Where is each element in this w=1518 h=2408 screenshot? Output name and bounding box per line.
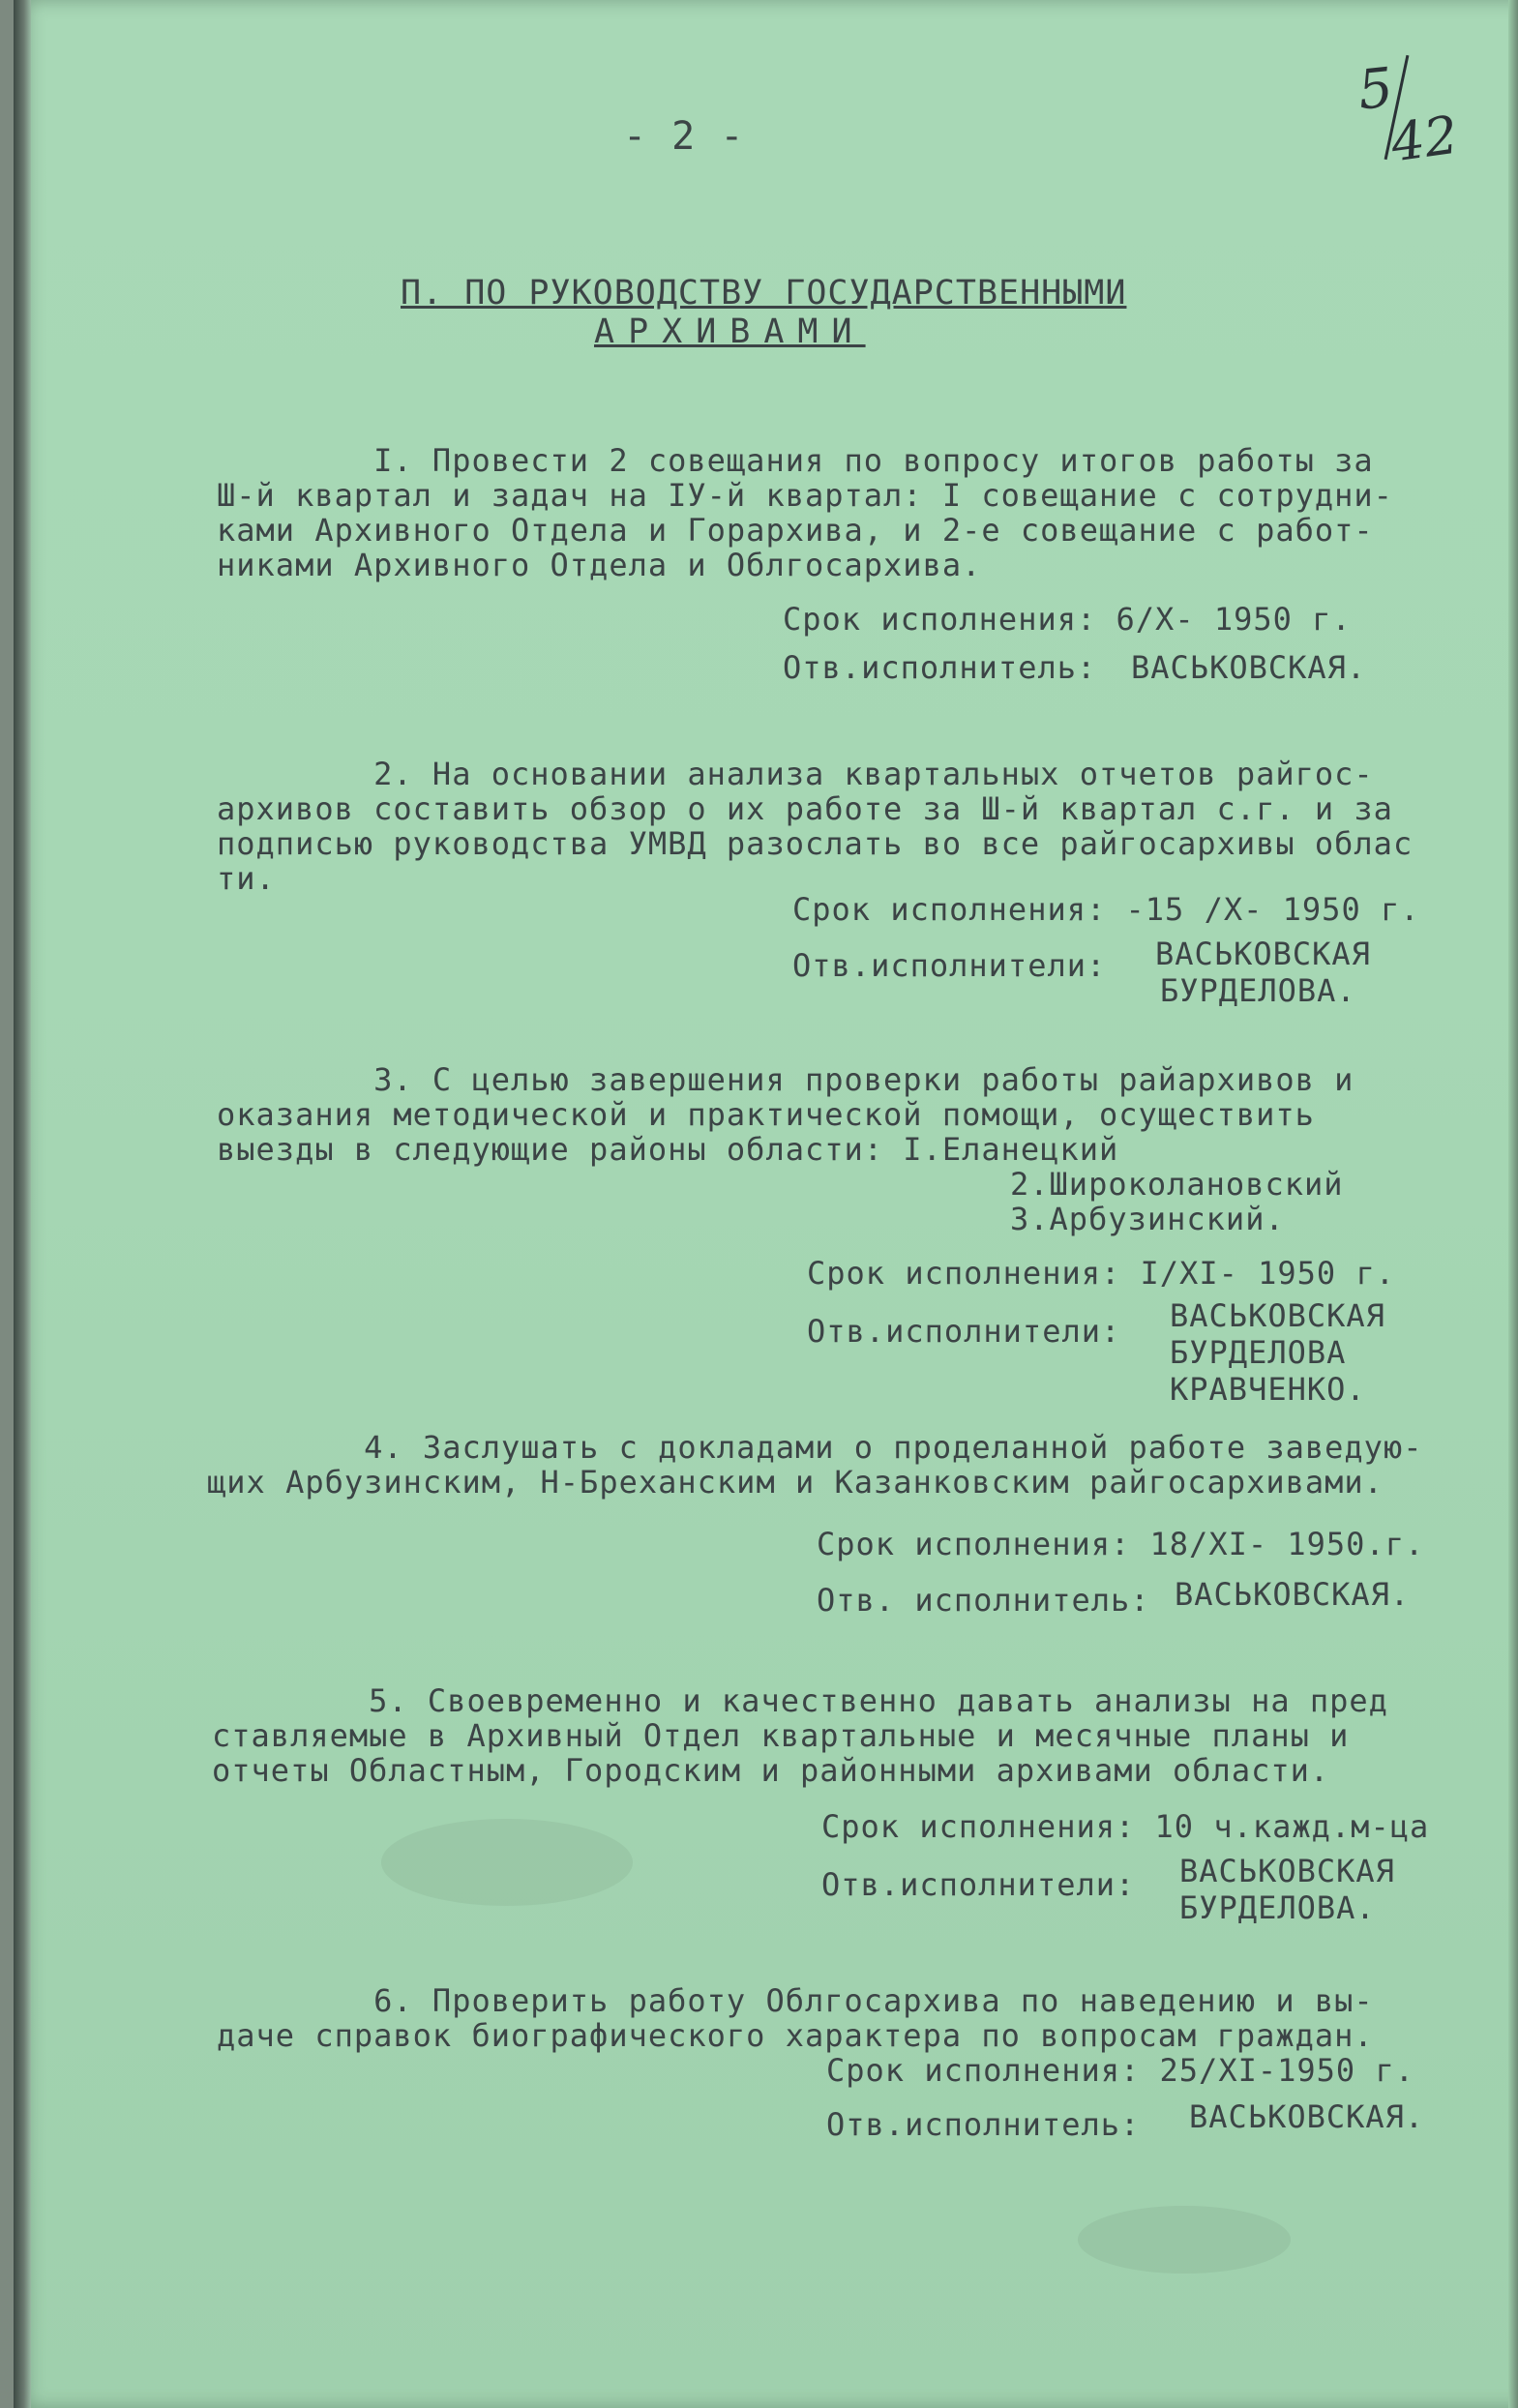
- item-3-deadline: Срок исполнения: I/XI- 1950 г.: [807, 1255, 1395, 1292]
- binding-shadow: [14, 0, 31, 2408]
- item-line: архивов составить обзор о их работе за Ш-й квартал с.г. и за: [217, 790, 1393, 827]
- item-line: оказания методической и практической помощи, осуществить: [217, 1096, 1315, 1133]
- item-1-responsible-label: Отв.исполнитель:: [783, 649, 1097, 686]
- item-5-deadline: Срок исполнения: 10 ч.кажд.м-ца: [821, 1808, 1430, 1845]
- item-3-responsible: БУРДЕЛОВА: [1170, 1334, 1347, 1371]
- item-4-responsible-label: Отв. исполнитель:: [817, 1582, 1150, 1619]
- item-line: щих Арбузинским, Н-Бреханским и Казанковским райгосархивами.: [207, 1464, 1384, 1501]
- item-2-text: [217, 757, 1413, 896]
- item-3-text: [217, 1062, 1354, 1167]
- item-line: отчеты Областным, Городским и районными архивами области.: [212, 1752, 1330, 1789]
- item-line: никами Архивного Отдела и Облгосархива.: [217, 547, 982, 583]
- item-3-responsible-label: Отв.исполнители:: [807, 1313, 1121, 1350]
- item-6-text: [217, 1983, 1374, 2053]
- section-heading: [401, 273, 1127, 351]
- document-page: [14, 0, 1518, 2408]
- item-4-deadline: Срок исполнения: 18/XI- 1950.г.: [817, 1526, 1425, 1562]
- item-2-responsible: БУРДЕЛОВА.: [1160, 972, 1356, 1009]
- item-line: 4. Заслушать с докладами о проделанной работе заведую-: [207, 1429, 1423, 1466]
- item-3-responsible: КРАВЧЕНКО.: [1170, 1371, 1366, 1408]
- folio-number-top: 5: [1354, 56, 1396, 123]
- item-6-deadline: Срок исполнения: 25/XI-1950 г.: [826, 2052, 1414, 2089]
- item-line: 3. С целью завершения проверки работы райархивов и: [217, 1061, 1354, 1098]
- item-5-responsible: БУРДЕЛОВА.: [1179, 1889, 1376, 1926]
- item-line: 6. Проверить работу Облгосархива по наведению и вы-: [217, 1982, 1374, 2019]
- folio-number-bottom: 42: [1386, 104, 1462, 174]
- stain: [1078, 2206, 1291, 2274]
- item-line: даче справок биографического характера по вопросам граждан.: [217, 2017, 1374, 2054]
- archive-folio-mark: [1349, 58, 1484, 193]
- item-line: ками Архивного Отдела и Горархива, и 2-е совещание с работ-: [217, 512, 1374, 549]
- item-line: ставляемые в Архивный Отдел квартальные и месячные планы и: [212, 1717, 1350, 1754]
- item-line: ти.: [217, 860, 276, 897]
- item-1-deadline: Срок исполнения: 6/Х- 1950 г.: [783, 601, 1352, 638]
- item-5-text: [212, 1683, 1388, 1788]
- stain: [381, 1819, 633, 1906]
- item-4-responsible: ВАСЬКОВСКАЯ.: [1175, 1576, 1411, 1613]
- item-4-text: [207, 1430, 1422, 1500]
- item-1-responsible: ВАСЬКОВСКАЯ.: [1131, 649, 1367, 686]
- item-5-responsible: ВАСЬКОВСКАЯ: [1179, 1853, 1395, 1889]
- item-2-deadline: Срок исполнения: -15 /Х- 1950 г.: [792, 891, 1420, 928]
- item-line: 5. Своевременно и качественно давать анализы на пред: [212, 1682, 1388, 1719]
- item-5-responsible-label: Отв.исполнители:: [821, 1866, 1136, 1903]
- item-1-text: [217, 443, 1393, 582]
- item-line: выезды в следующие районы области: I.Еланецкий: [217, 1131, 1119, 1168]
- heading-line-1: П. ПО РУКОВОДСТВУ ГОСУДАРСТВЕННЫМИ: [401, 274, 1127, 312]
- item-2-responsible: ВАСЬКОВСКАЯ: [1155, 936, 1371, 972]
- item-3-district: 2.Широколановский: [1010, 1166, 1344, 1203]
- item-line: Ш-й квартал и задач на IУ-й квартал: I совещание с сотрудни-: [217, 477, 1393, 514]
- item-line: подписью руководства УМВД разослать во все райгосархивы облас: [217, 825, 1414, 862]
- item-6-responsible-label: Отв.исполнитель:: [826, 2106, 1141, 2143]
- item-2-responsible-label: Отв.исполнители:: [792, 947, 1107, 984]
- item-6-responsible: ВАСЬКОВСКАЯ.: [1189, 2098, 1425, 2135]
- item-line: I. Провести 2 совещания по вопросу итогов работы за: [217, 442, 1374, 479]
- page-edge: [1508, 0, 1518, 2408]
- item-3-district: 3.Арбузинский.: [1010, 1201, 1285, 1237]
- item-line: 2. На основании анализа квартальных отчетов райгос-: [217, 756, 1374, 792]
- item-3-responsible: ВАСЬКОВСКАЯ: [1170, 1297, 1385, 1334]
- heading-line-2: АРХИВАМИ: [594, 312, 866, 351]
- page-number: - 2 -: [623, 114, 745, 159]
